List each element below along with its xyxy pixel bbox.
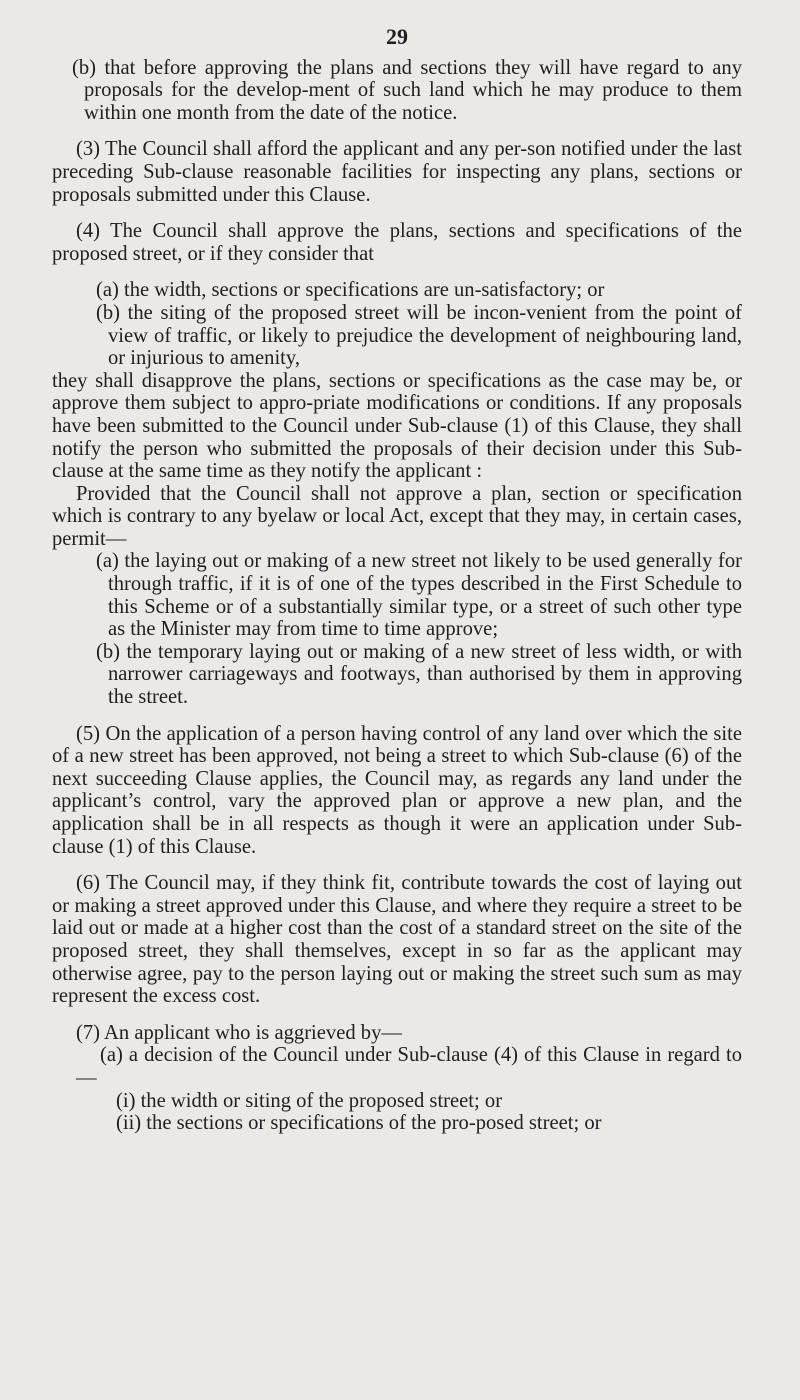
paragraph-proviso-a: (a) the laying out or making of a new street not likely to be used generally for through traffic, if it is of one of the types described in the First Schedule to this Scheme or of a substantially similar type, or a street of such other type as the Minister may from time to time approve; [96, 550, 742, 641]
paragraph-7a-ii: (ii) the sections or specifications of the pro-posed street; or [116, 1112, 602, 1135]
paragraph-4b: (b) the siting of the proposed street will be incon-venient from the point of view of traffic, or likely to prejudice the development of neighbouring land, or injurious to amenity, [96, 301, 742, 370]
paragraph-4-continuation: they shall disapprove the plans, sections or specifications as the case may be, or approve them subject to appro-priate modifications or conditions. If any proposals have been submitted to the Council under Sub-clause (1) of this Clause, they shall notify the person who submitted the proposals of their decision under this Sub-clause at the same time as they notify the applicant : [52, 369, 742, 483]
paragraph-4a: (a) the width, sections or specifications are un-satisfactory; or [96, 279, 605, 302]
paragraph-proviso: Provided that the Council shall not approve a plan, section or specification which is contrary to any byelaw or local Act, except that they may, in certain cases, permit— [52, 482, 742, 550]
paragraph-4: (4) The Council shall approve the plans, sections and specifications of the proposed street, or if they consider that [52, 220, 742, 265]
paragraph-5: (5) On the application of a person having control of any land over which the site of a new street has been approved, not being a street to which Sub-clause (6) of the next succeeding Clause applies, the Council may, as regards any land under the applicant’s control, vary the approved plan or approve a new plan, and the application shall be in all respects as though it were an application under Sub-clause (1) of this Clause. [52, 722, 742, 858]
paragraph-6: (6) The Council may, if they think fit, contribute towards the cost of laying out or making a street approved under this Clause, and where they require a street to be laid out or made at a higher cost than the cost of a standard street on the site of the proposed street, they shall themselves, except in so far as the applicant may otherwise agree, pay to the person laying out or making the street such sum as may represent the excess cost. [52, 872, 742, 1008]
page-number: 29 [386, 24, 408, 49]
paragraph-3: (3) The Council shall afford the applicant and any per-son notified under the last preceding Sub-clause reasonable facilities for inspecting any plans, sections or proposals submitted under this Clause. [52, 138, 742, 206]
paragraph-7a-i: (i) the width or siting of the proposed street; or [116, 1089, 503, 1112]
paragraph-2b: (b) that before approving the plans and sections they will have regard to any proposals for the develop-ment of such land which he may produce to them within one month from the date of the notice. [72, 56, 742, 124]
paragraph-7a: (a) a decision of the Council under Sub-clause (4) of this Clause in regard to— [76, 1044, 742, 1089]
paragraph-7: (7) An applicant who is aggrieved by— [76, 1021, 402, 1044]
paragraph-proviso-b: (b) the temporary laying out or making of a new street of less width, or with narrower carriageways and footways, than authorised by them in approving the street. [96, 640, 742, 709]
